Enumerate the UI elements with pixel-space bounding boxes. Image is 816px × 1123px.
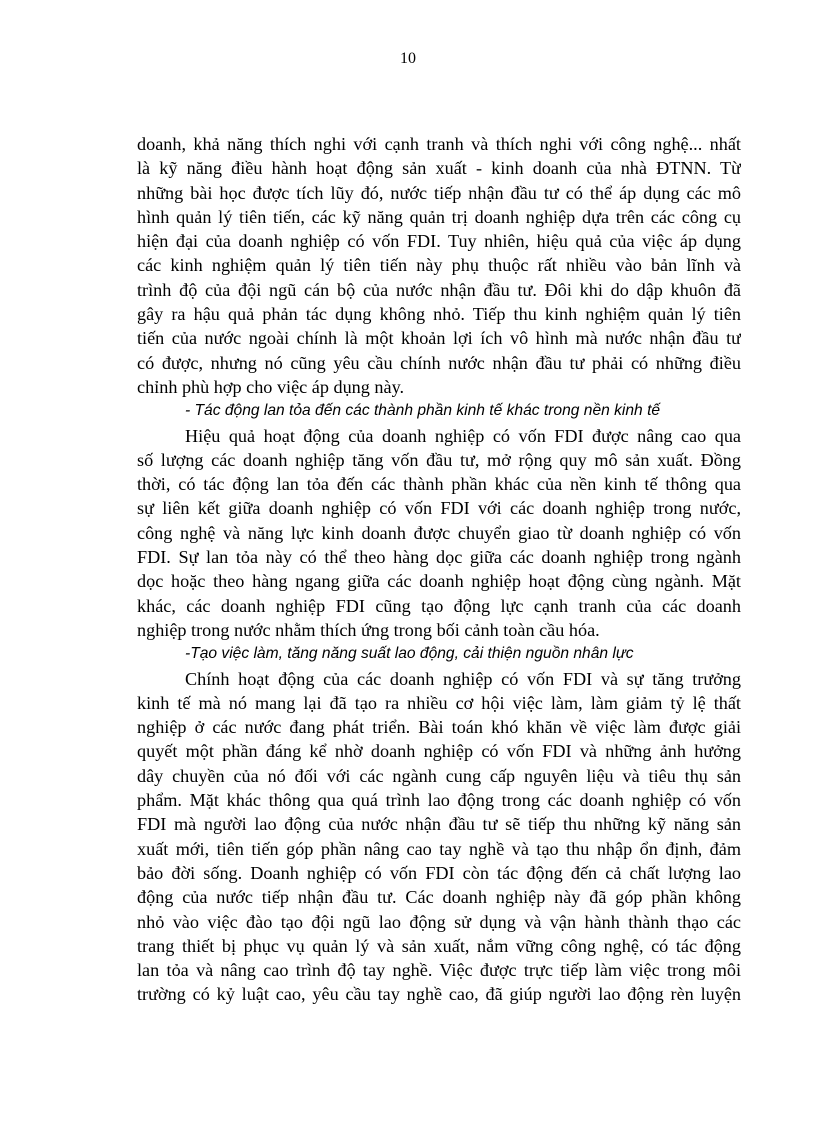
text-line: Chính hoạt động của các doanh nghiệp có vốn FDI và sự tăng trưởng	[185, 668, 741, 689]
text-line: những bài học được tích lũy đó, nước tiếp nhận đầu tư có thể áp dụng các mô	[137, 182, 741, 203]
text-line: trường có kỷ luật cao, yêu cầu tay nghề cao, đã giúp người lao động rèn luyện	[137, 984, 741, 1005]
text-line: dọc hoặc theo hàng ngang giữa các doanh nghiệp hoạt động cùng ngành. Mặt	[137, 571, 741, 592]
text-line: trình độ của đội ngũ cán bộ của nước nhận đầu tư. Đôi khi do dập khuôn đã	[137, 279, 741, 300]
text-line: FDI. Sự lan tỏa này có thể theo hàng dọc giữa các doanh nghiệp trong ngành	[137, 547, 741, 568]
text-line: có được, nhưng nó cũng yêu cầu chính nước nhận đầu tư phải có những điều	[137, 352, 741, 373]
text-line: quyết một phần đáng kể nhờ doanh nghiệp có vốn FDI và những ảnh hưởng	[137, 741, 741, 762]
text-line: hiện đại của doanh nghiệp có vốn FDI. Tuy nhiên, hiệu quả của việc áp dụng	[137, 231, 741, 252]
text-line: số lượng các doanh nghiệp tăng vốn đầu tư, mở rộng quy mô sản xuất. Đồng	[137, 449, 741, 470]
text-line: Hiệu quả hoạt động của doanh nghiệp có vốn FDI được nâng cao qua	[185, 425, 741, 446]
page-number: 10	[400, 50, 416, 67]
text-line: là kỹ năng điều hành hoạt động sản xuất - kinh doanh của nhà ĐTNN. Từ	[137, 158, 741, 179]
text-line: trang thiết bị phục vụ quản lý và sản xuất, nắm vững công nghệ, có tác động	[137, 935, 741, 956]
text-line: doanh, khả năng thích nghi với cạnh tranh và thích nghi với công nghệ... nhất	[137, 134, 741, 154]
text-line: khác, các doanh nghiệp FDI cũng tạo động lực cạnh tranh của các doanh	[137, 595, 741, 616]
text-line: các kinh nghiệm quản lý tiên tiến này phụ thuộc rất nhiều vào bản lĩnh và	[137, 255, 741, 276]
paragraph	[137, 424, 741, 643]
text-line: bảo đời sống. Doanh nghiệp có vốn FDI còn tác động đến cả chất lượng lao	[137, 862, 741, 883]
text-line: nghiệp trong nước nhằm thích ứng trong bối cảnh toàn cầu hóa.	[137, 619, 600, 640]
text-line: nhỏ vào việc đào tạo đội ngũ lao động sử dụng và vận hành thành thạo các	[137, 911, 741, 932]
text-line: phẩm. Mặt khác thông qua quá trình lao động trong các doanh nghiệp có vốn	[137, 790, 741, 811]
text-line: thời, có tác động lan tỏa đến các thành phần khác của nền kinh tế thông qua	[137, 474, 741, 495]
text-line: hình quản lý tiên tiến, các kỹ năng quản trị doanh nghiệp dựa trên các công cụ	[137, 206, 741, 227]
body-text	[137, 132, 741, 1007]
paragraph	[137, 132, 741, 399]
text-line: sự liên kết giữa doanh nghiệp có vốn FDI với các doanh nghiệp trong nước,	[137, 498, 741, 519]
text-line: xuất mới, tiên tiến góp phần nâng cao tay nghề và tạo thu nhập ổn định, đảm	[137, 838, 741, 859]
text-line: FDI mà người lao động của nước nhận đầu tư sẽ tiếp thu những kỹ năng sản	[137, 814, 741, 835]
text-line: chỉnh phù hợp cho việc áp dụng này.	[137, 376, 405, 397]
section-heading: - Tác động lan tỏa đến các thành phần kinh tế khác trong nền kinh tế	[185, 402, 661, 420]
text-line: gây ra hậu quả phản tác dụng không nhỏ. Tiếp thu kinh nghiệm quản lý tiên	[137, 304, 741, 325]
section-heading: -Tạo việc làm, tăng năng suất lao động, cải thiện nguồn nhân lực	[185, 645, 634, 663]
text-line: dây chuyền của nó đối với các ngành cung cấp nguyên liệu và tiêu thụ sản	[137, 765, 741, 786]
paragraph	[137, 667, 741, 1007]
text-line: lan tỏa và nâng cao trình độ tay nghề. Việc được trực tiếp làm việc trong môi	[137, 960, 741, 981]
text-line: nghiệp ở các nước đang phát triển. Bài toán khó khăn về việc làm được giải	[137, 717, 741, 738]
text-line: tiến của nước ngoài chính là một khoản lợi ích vô hình mà nước nhận đầu tư	[137, 328, 741, 349]
text-line: động của nước tiếp nhận đầu tư. Các doanh nghiệp này đã góp phần không	[137, 887, 741, 908]
text-line: công nghệ và năng lực kinh doanh được chuyển giao từ doanh nghiệp có vốn	[137, 522, 741, 543]
text-line: kinh tế mà nó mang lại đã tạo ra nhiều cơ hội việc làm, làm giảm tỷ lệ thất	[137, 692, 741, 713]
